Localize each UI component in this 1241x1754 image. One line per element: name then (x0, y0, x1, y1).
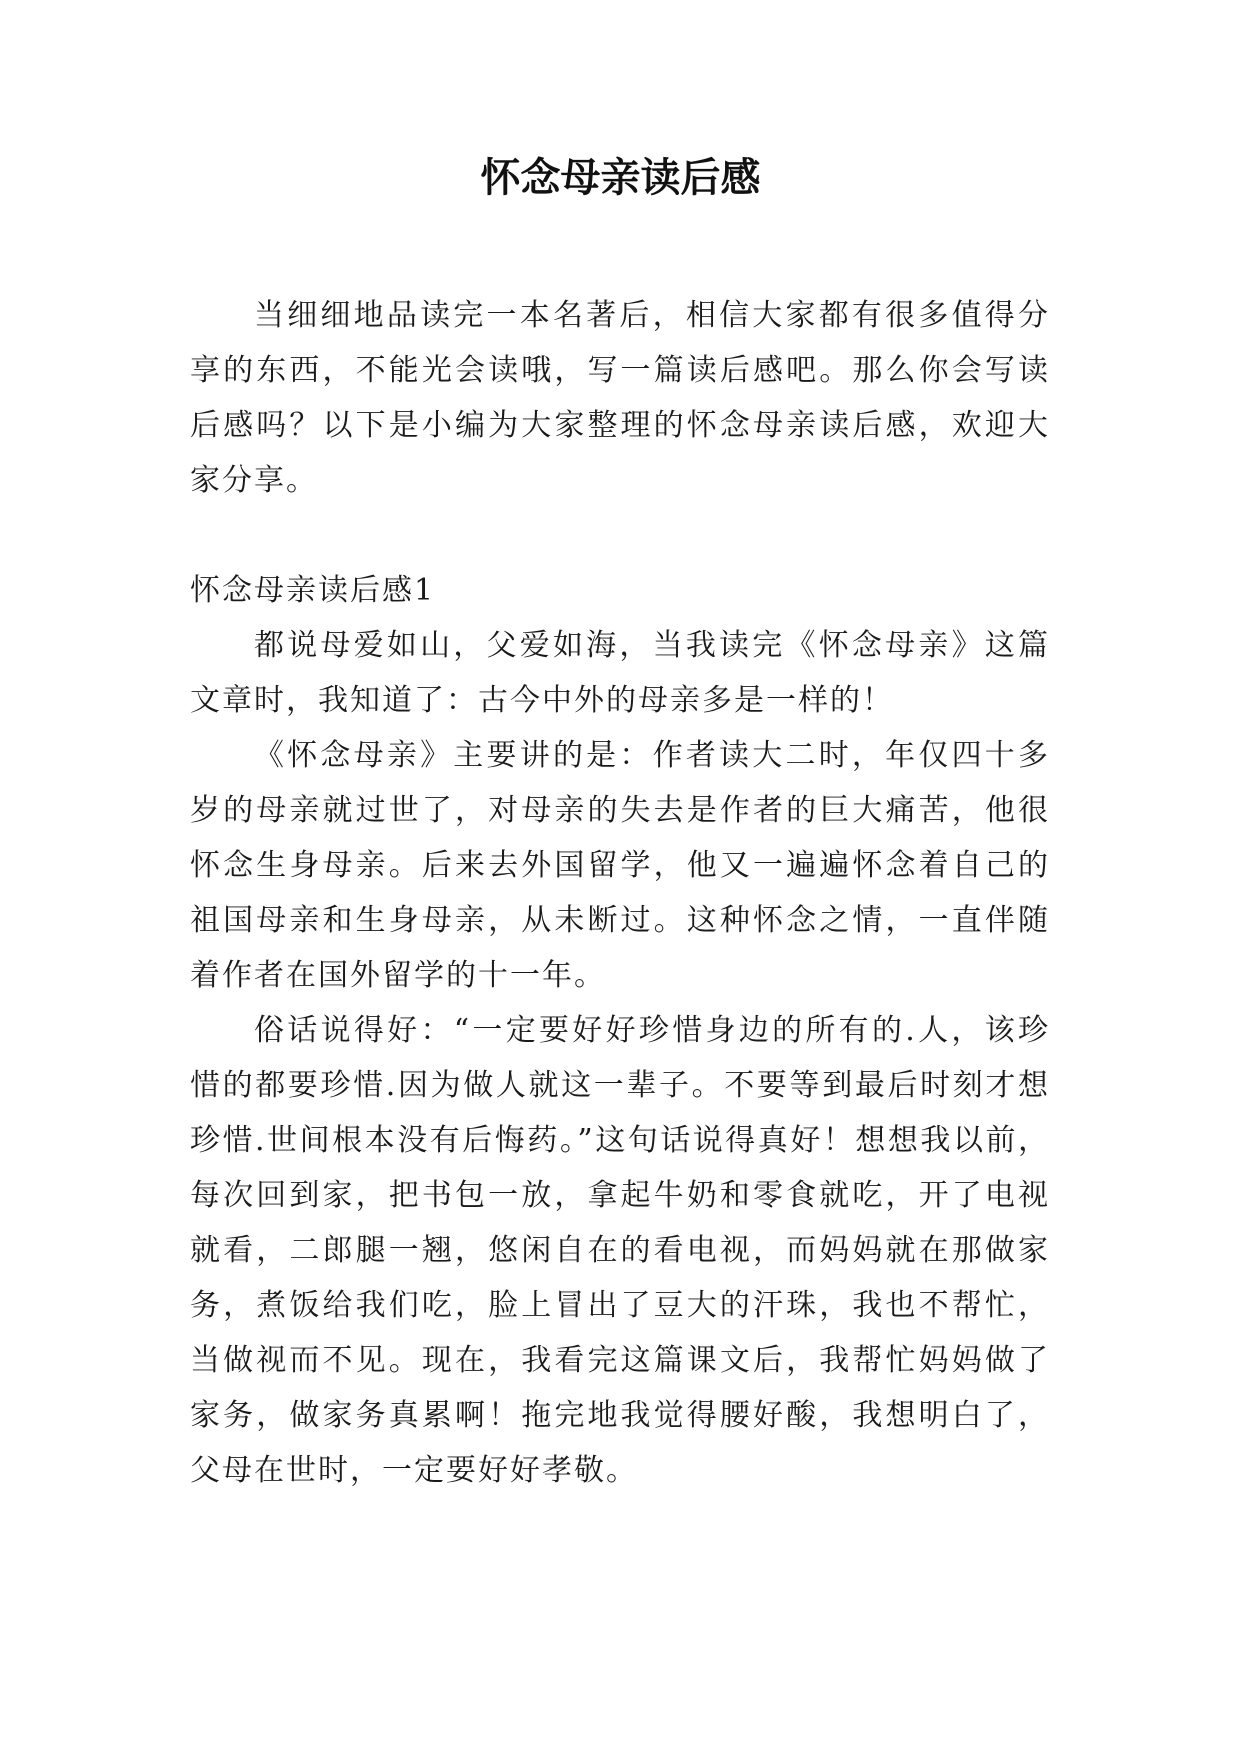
page-title: 怀念母亲读后感 (480, 155, 761, 201)
body-paragraph-1: 都说母爱如山，父爱如海，当我读完《怀念母亲》这篇文章时，我知道了：古今中外的母亲多是一样的！ (190, 628, 1050, 718)
body-paragraph-2: 《怀念母亲》主要讲的是：作者读大二时，年仅四十多岁的母亲就过世了，对母亲的失去是作者的巨大痛苦，他很怀念生身母亲。后来去外国留学，他又一遍遍怀念着自己的祖国母亲和生身母亲，从未断过。这种怀念之情，一直伴随着作者在国外留学的十一年。 (190, 738, 1050, 993)
intro-paragraph: 当细细地品读完一本名著后，相信大家都有很多值得分享的东西，不能光会读哦，写一篇读后感吧。那么你会写读后感吗？以下是小编为大家整理的怀念母亲读后感，欢迎大家分享。 (190, 298, 1050, 498)
body-paragraph-3: 俗话说得好：“一定要好好珍惜身边的所有的.人，该珍惜的都要珍惜.因为做人就这一辈子。不要等到最后时刻才想珍惜.世间根本没有后悔药。”这句话说得真好！想想我以前，每次回到家，把书包一放，拿起牛奶和零食就吃，开了电视就看，二郎腿一翘，悠闲自在的看电视，而妈妈就在那做家务，煮饭给我们吃，脸上冒出了豆大的汗珠，我也不帮忙，当做视而不见。现在，我看完这篇课文后，我帮忙妈妈做了家务，做家务真累啊！拖完地我觉得腰好酸，我想明白了，父母在世时，一定要好好孝敬。 (190, 1013, 1050, 1488)
document-body (190, 288, 1050, 1498)
section-heading: 怀念母亲读后感1 (190, 573, 436, 608)
